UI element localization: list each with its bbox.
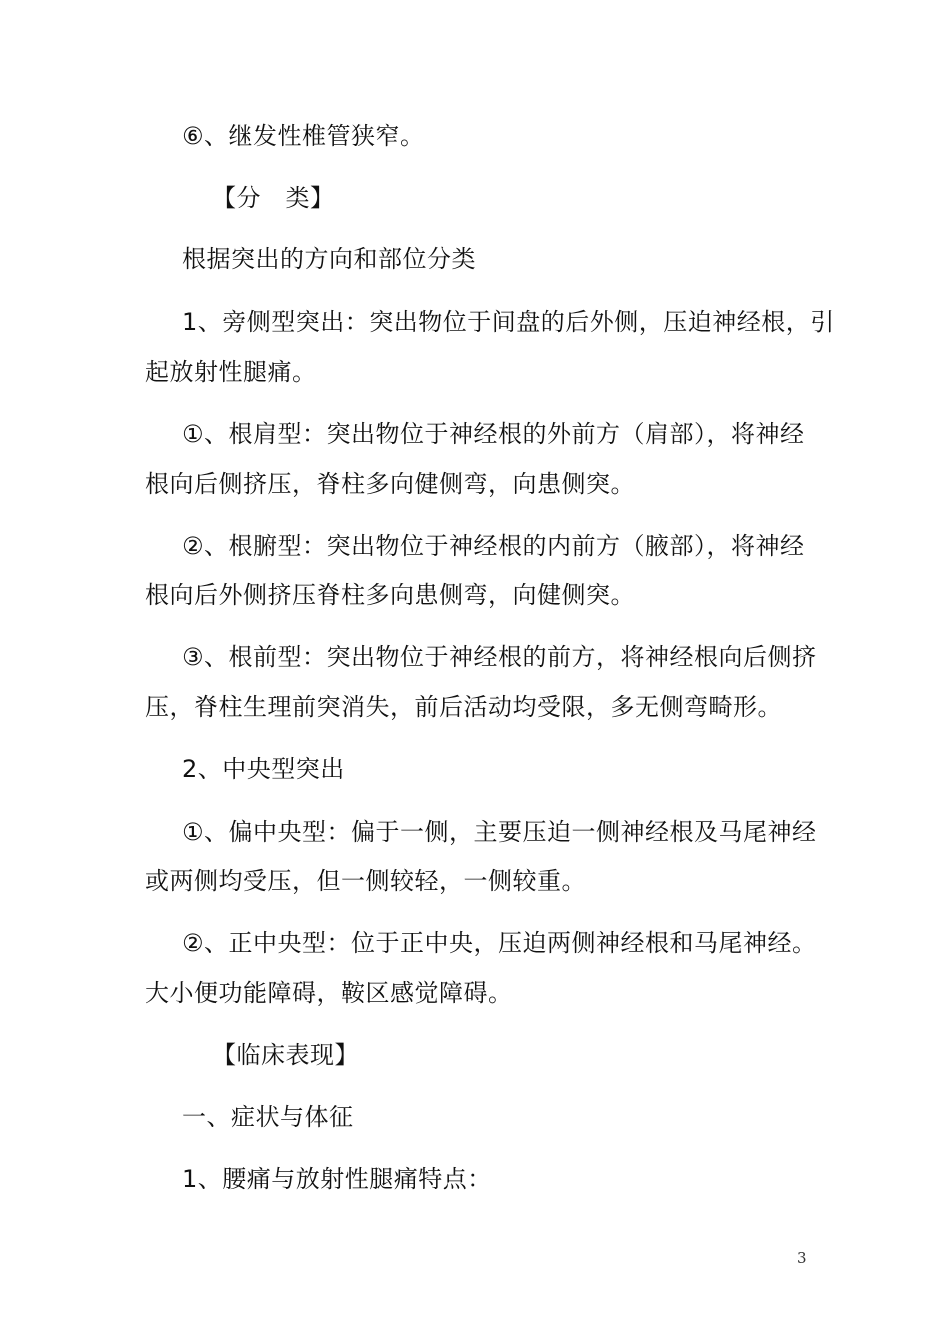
section-heading-classification: 【分 类】 bbox=[212, 184, 335, 212]
paragraph-line: 根向后侧挤压，脊柱多向健侧弯，向患侧突。 bbox=[145, 470, 635, 498]
paragraph-line: ②、正中央型：位于正中央，压迫两侧神经根和马尾神经。 bbox=[182, 929, 817, 957]
paragraph-line: ①、根肩型：突出物位于神经根的外前方（肩部），将神经 bbox=[182, 420, 805, 448]
paragraph-line: ⑥、继发性椎管狭窄。 bbox=[182, 122, 425, 150]
paragraph-line: ①、偏中央型：偏于一侧，主要压迫一侧神经根及马尾神经 bbox=[182, 818, 817, 846]
paragraph-line: 1、旁侧型突出：突出物位于间盘的后外侧，压迫神经根，引 bbox=[182, 308, 835, 336]
paragraph-line: 压，脊柱生理前突消失，前后活动均受限，多无侧弯畸形。 bbox=[145, 693, 782, 721]
page-number: 3 bbox=[797, 1249, 807, 1267]
paragraph-line: 根据突出的方向和部位分类 bbox=[182, 245, 476, 273]
paragraph-line: 或两侧均受压，但一侧较轻，一侧较重。 bbox=[145, 867, 586, 895]
paragraph-line: 1、腰痛与放射性腿痛特点： bbox=[182, 1165, 492, 1193]
paragraph-line: 起放射性腿痛。 bbox=[145, 358, 317, 386]
section-heading-clinical: 【临床表现】 bbox=[212, 1041, 359, 1069]
paragraph-line: ②、根腑型：突出物位于神经根的内前方（腋部），将神经 bbox=[182, 532, 805, 560]
paragraph-line: 2、中央型突出 bbox=[182, 755, 345, 783]
paragraph-line: 根向后外侧挤压脊柱多向患侧弯，向健侧突。 bbox=[145, 581, 635, 609]
paragraph-line: 一、症状与体征 bbox=[182, 1103, 354, 1131]
paragraph-line: 大小便功能障碍，鞍区感觉障碍。 bbox=[145, 979, 513, 1007]
paragraph-line: ③、根前型：突出物位于神经根的前方，将神经根向后侧挤 bbox=[182, 643, 817, 671]
